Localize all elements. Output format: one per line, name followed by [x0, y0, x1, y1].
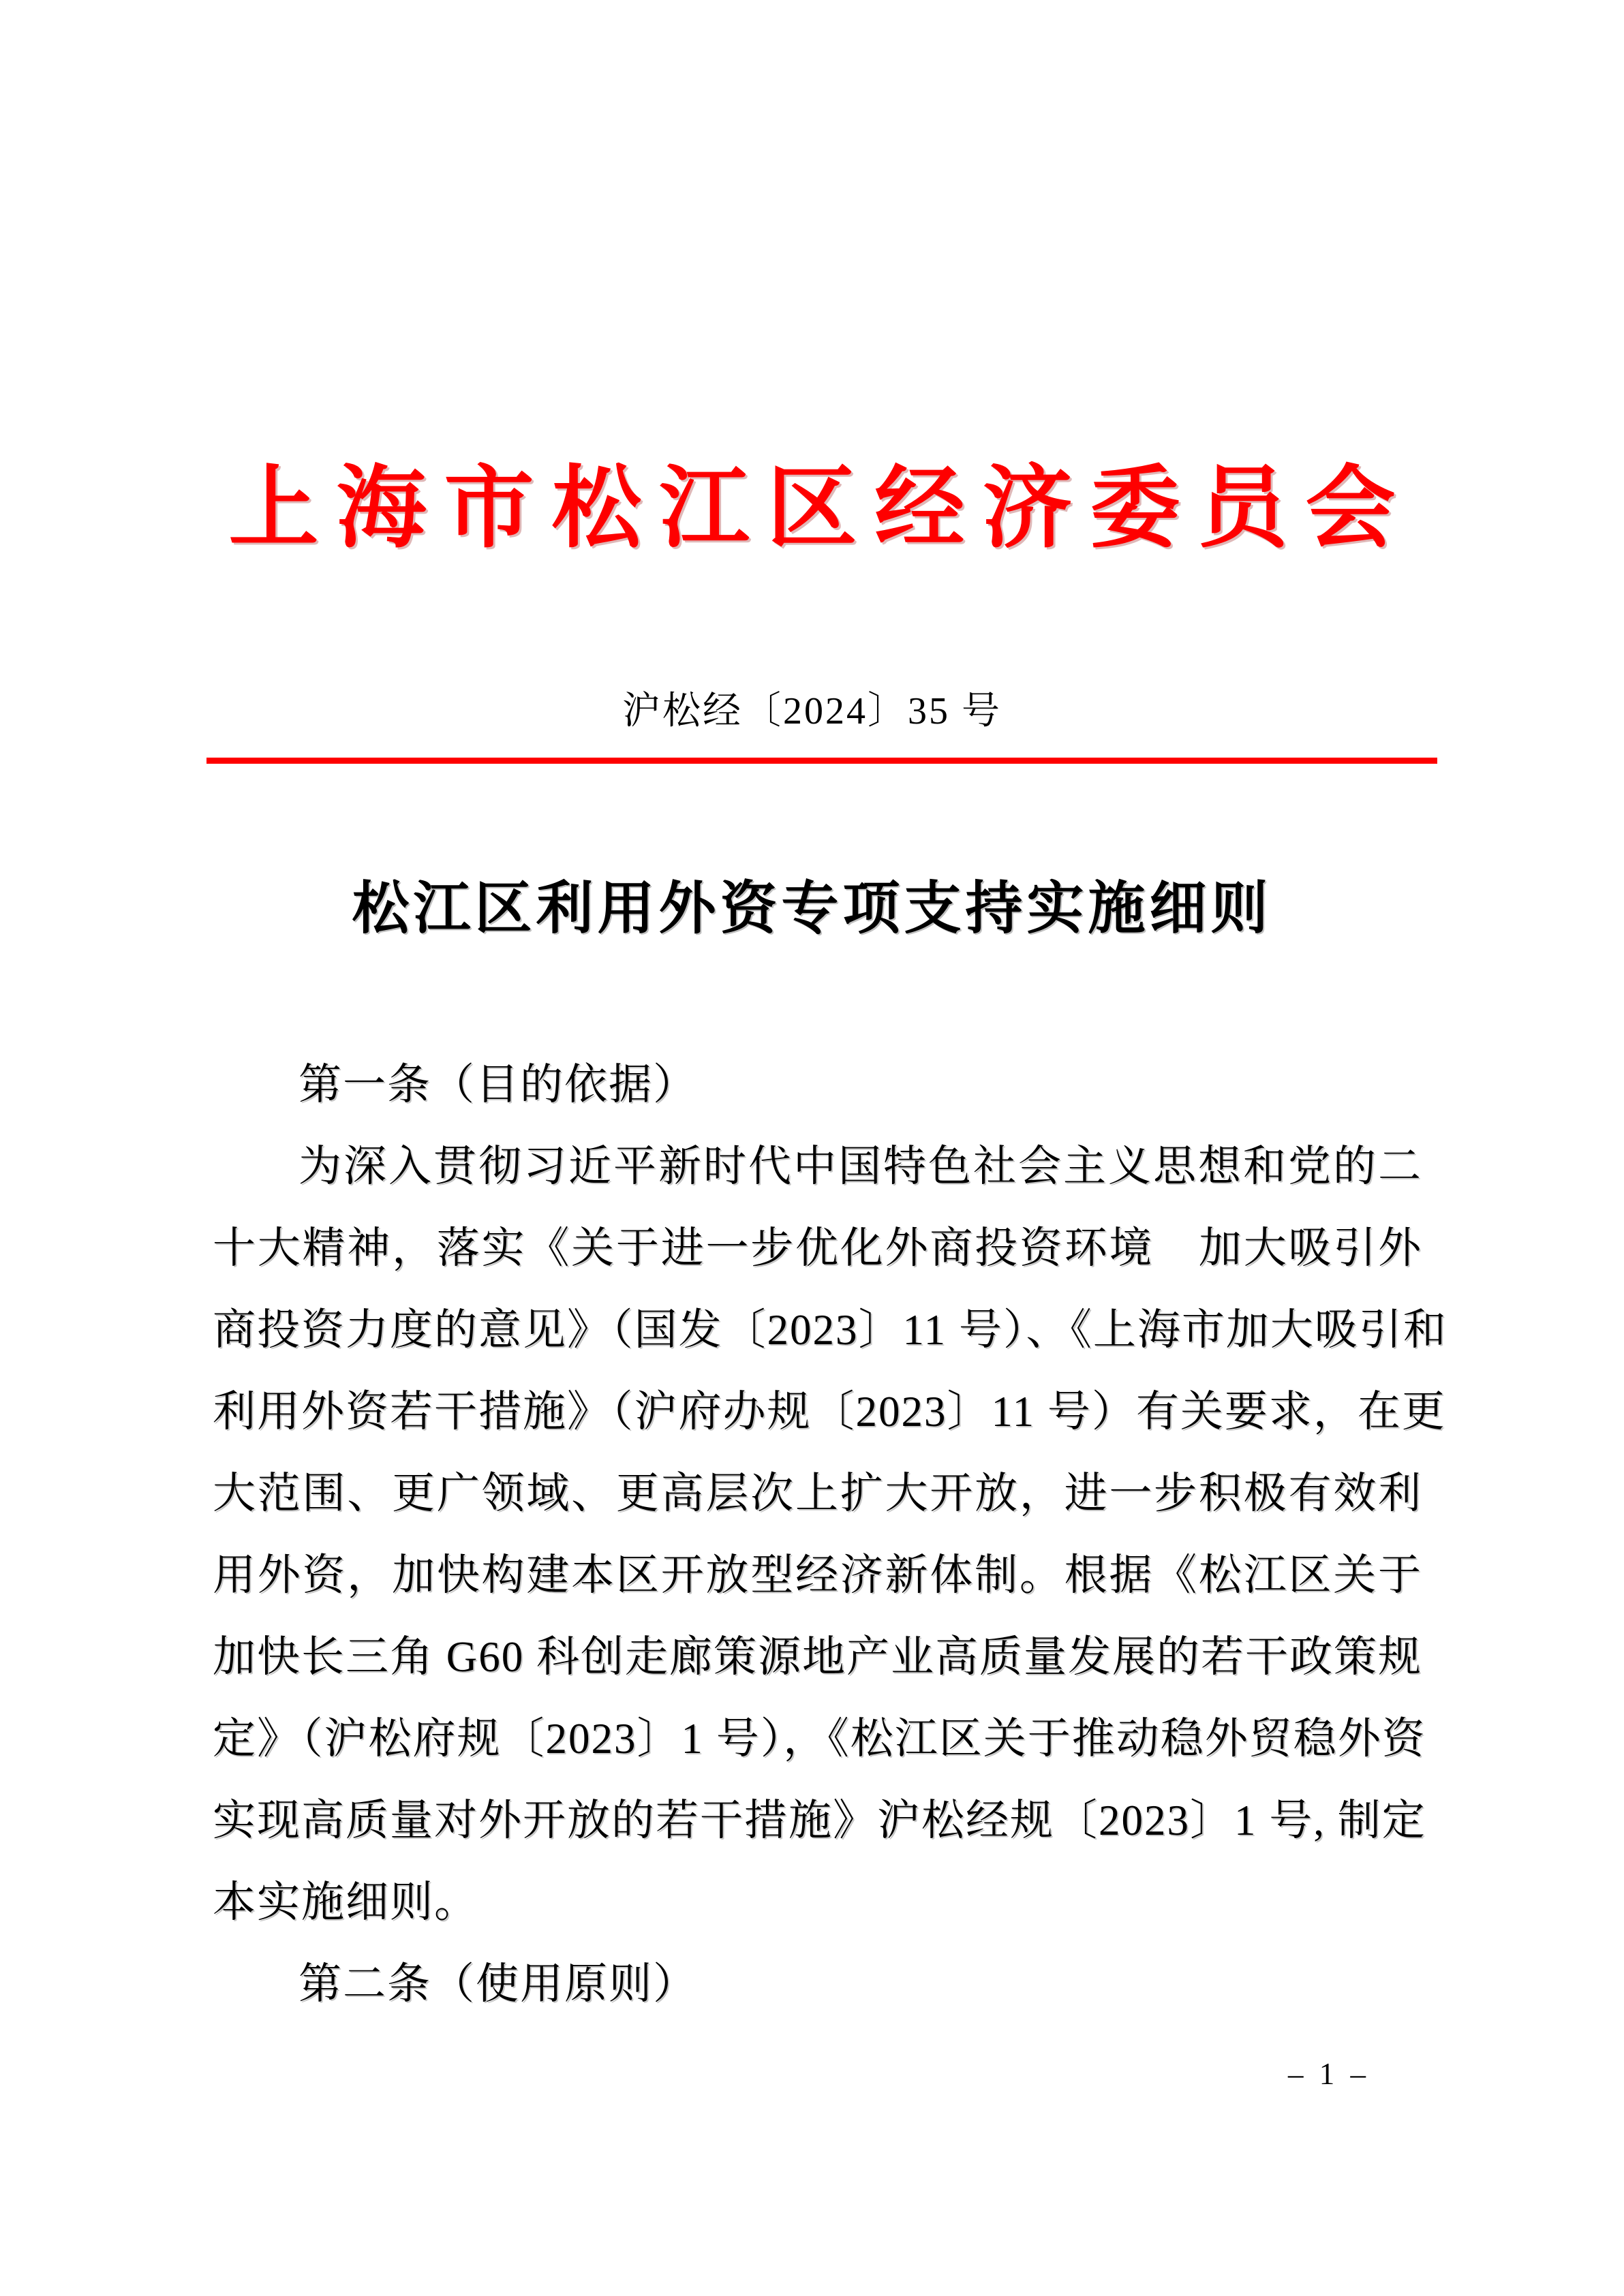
document-body	[213, 1044, 1447, 2025]
red-divider-rule	[206, 758, 1437, 764]
body-line: 大范围、更广领域、更高层次上扩大开放，进一步积极有效利	[213, 1470, 1422, 1517]
article-2-heading: 第二条（使用原则）	[298, 1960, 697, 2008]
document-title: 松江区利用外资专项支持实施细则	[352, 878, 1272, 941]
document-reference-number: 沪松经〔2024〕35 号	[622, 690, 1002, 732]
body-line: 用外资，加快构建本区开放型经济新体制。根据《松江区关于	[213, 1551, 1422, 1599]
agency-letterhead-title: 上海市松江区经济委员会	[228, 459, 1413, 559]
body-line: 本实施细则。	[213, 1878, 478, 1926]
body-line: 利用外资若干措施》（沪府办规〔2023〕11 号）有关要求，在更	[213, 1388, 1446, 1436]
body-line: 实现高质量对外开放的若干措施》沪松经规〔2023〕1 号, 制定	[213, 1797, 1426, 1844]
page-number: – 1 –	[1288, 2057, 1370, 2091]
body-line: 加快长三角 G60 科创走廊策源地产业高质量发展的若干政策规	[213, 1633, 1422, 1681]
article-1-heading: 第一条（目的依据）	[298, 1061, 697, 1108]
body-line: 定》（沪松府规〔2023〕1 号），《松江区关于推动稳外贸稳外资	[213, 1715, 1426, 1763]
body-line: 商投资力度的意见》（国发〔2023〕11 号）、《上海市加大吸引和	[213, 1306, 1447, 1354]
body-line: 十大精神，落实《关于进一步优化外商投资环境 加大吸引外	[213, 1224, 1422, 1272]
body-line: 为深入贯彻习近平新时代中国特色社会主义思想和党的二	[298, 1143, 1422, 1190]
